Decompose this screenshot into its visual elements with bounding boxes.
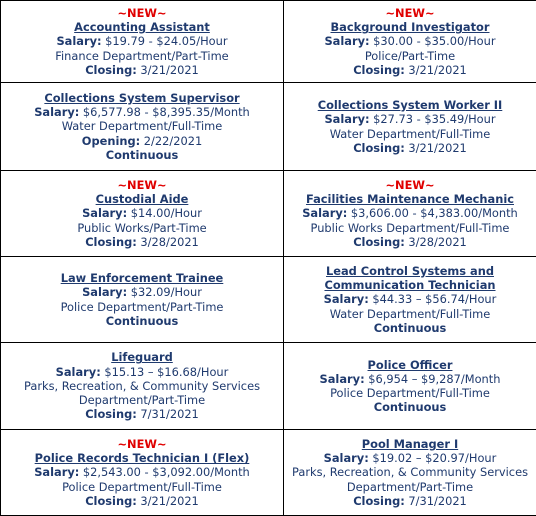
date-label: Opening: <box>82 134 140 148</box>
salary-value: $14.00/Hour <box>127 206 202 220</box>
job-row <box>1 257 536 343</box>
job-title-link[interactable]: Lifeguard <box>3 350 281 364</box>
date-label: Closing: <box>85 235 137 249</box>
date-line <box>3 494 281 508</box>
continuous-label: Continuous <box>3 148 281 162</box>
job-row <box>1 1 536 83</box>
department-line: Public Works/Part-Time <box>3 221 281 235</box>
date-label: Closing: <box>353 63 405 77</box>
salary-line <box>3 105 281 119</box>
salary-line <box>3 206 281 220</box>
job-card <box>1 343 284 430</box>
date-value: 7/31/2021 <box>137 407 199 421</box>
continuous-label: Continuous <box>286 400 534 414</box>
date-value: 3/21/2021 <box>405 63 467 77</box>
date-label: Closing: <box>353 494 405 508</box>
job-title-link[interactable]: Lead Control Systems and Communication Technician <box>286 264 534 292</box>
job-card <box>284 171 536 257</box>
continuous-label: Continuous <box>286 321 534 335</box>
job-title-link[interactable]: Police Records Technician I (Flex) <box>3 451 281 465</box>
job-card <box>1 257 284 343</box>
date-label: Closing: <box>85 407 137 421</box>
department-line: Police Department/Full-Time <box>286 386 534 400</box>
date-value: 3/28/2021 <box>405 235 467 249</box>
date-line <box>286 494 534 508</box>
department-line: Water Department/Full-Time <box>3 119 281 133</box>
job-card <box>1 430 284 516</box>
job-card <box>1 1 284 83</box>
job-row <box>1 171 536 257</box>
salary-label: Salary: <box>324 34 369 48</box>
salary-label: Salary: <box>324 292 369 306</box>
department-line: Police/Part-Time <box>286 49 534 63</box>
salary-value: $30.00 - $35.00/Hour <box>370 34 496 48</box>
date-line <box>3 134 281 148</box>
salary-line <box>286 34 534 48</box>
job-row <box>1 343 536 430</box>
job-row <box>1 430 536 516</box>
job-card <box>284 1 536 83</box>
date-value: 3/28/2021 <box>137 235 199 249</box>
salary-line <box>286 292 534 306</box>
salary-label: Salary: <box>324 112 369 126</box>
department-line: Parks, Recreation, & Community Services Department/Part-Time <box>286 465 534 493</box>
salary-value: $15.13 – $16.68/Hour <box>101 365 229 379</box>
new-badge: ~NEW~ <box>3 437 281 451</box>
date-value: 3/21/2021 <box>137 63 199 77</box>
date-label: Closing: <box>353 235 405 249</box>
department-line: Finance Department/Part-Time <box>3 49 281 63</box>
job-title-link[interactable]: Police Officer <box>286 358 534 372</box>
salary-value: $27.73 - $35.49/Hour <box>370 112 496 126</box>
job-title-link[interactable]: Collections System Worker II <box>286 98 534 112</box>
new-badge: ~NEW~ <box>3 6 281 20</box>
salary-line <box>286 451 534 465</box>
continuous-label: Continuous <box>3 314 281 328</box>
job-row <box>1 83 536 171</box>
salary-label: Salary: <box>320 372 365 386</box>
salary-value: $3,606.00 - $4,383.00/Month <box>347 206 517 220</box>
date-label: Closing: <box>85 494 137 508</box>
salary-line <box>286 112 534 126</box>
salary-label: Salary: <box>56 365 101 379</box>
department-line: Police Department/Full-Time <box>3 480 281 494</box>
job-title-link[interactable]: Collections System Supervisor <box>3 91 281 105</box>
department-line: Water Department/Full-Time <box>286 307 534 321</box>
new-badge: ~NEW~ <box>286 178 534 192</box>
date-value: 3/21/2021 <box>405 141 467 155</box>
salary-line <box>286 206 534 220</box>
date-label: Closing: <box>85 63 137 77</box>
salary-value: $32.09/Hour <box>127 285 202 299</box>
department-line: Police Department/Part-Time <box>3 300 281 314</box>
department-line: Water Department/Full-Time <box>286 127 534 141</box>
job-title-link[interactable]: Background Investigator <box>286 20 534 34</box>
job-card <box>284 257 536 343</box>
date-line <box>286 235 534 249</box>
new-badge: ~NEW~ <box>286 6 534 20</box>
salary-value: $2,543.00 - $3,092.00/Month <box>79 465 249 479</box>
job-title-link[interactable]: Law Enforcement Trainee <box>3 271 281 285</box>
salary-line <box>286 372 534 386</box>
date-line <box>3 407 281 421</box>
date-line <box>3 63 281 77</box>
salary-line <box>3 285 281 299</box>
salary-line <box>3 365 281 379</box>
job-card <box>284 430 536 516</box>
job-card <box>284 343 536 430</box>
new-badge: ~NEW~ <box>3 178 281 192</box>
salary-value: $19.79 - $24.05/Hour <box>102 34 228 48</box>
job-title-link[interactable]: Custodial Aide <box>3 192 281 206</box>
job-card <box>284 83 536 171</box>
date-value: 7/31/2021 <box>405 494 467 508</box>
salary-value: $6,577.98 - $8,395.35/Month <box>79 105 249 119</box>
salary-label: Salary: <box>56 34 101 48</box>
date-line <box>286 141 534 155</box>
salary-label: Salary: <box>34 105 79 119</box>
job-title-link[interactable]: Facilities Maintenance Mechanic <box>286 192 534 206</box>
job-card <box>1 83 284 171</box>
date-value: 3/21/2021 <box>137 494 199 508</box>
salary-line <box>3 34 281 48</box>
job-title-link[interactable]: Pool Manager I <box>286 437 534 451</box>
department-line: Parks, Recreation, & Community Services Department/Part-Time <box>3 379 281 407</box>
department-line: Public Works Department/Full-Time <box>286 221 534 235</box>
date-label: Closing: <box>353 141 405 155</box>
date-line <box>286 63 534 77</box>
salary-label: Salary: <box>302 206 347 220</box>
date-line <box>3 235 281 249</box>
salary-value: $6,954 – $9,287/Month <box>365 372 501 386</box>
salary-line <box>3 465 281 479</box>
salary-value: $19.02 – $20.97/Hour <box>369 451 497 465</box>
salary-label: Salary: <box>34 465 79 479</box>
salary-label: Salary: <box>82 206 127 220</box>
salary-label: Salary: <box>324 451 369 465</box>
salary-value: $44.33 – $56.74/Hour <box>369 292 497 306</box>
salary-label: Salary: <box>82 285 127 299</box>
date-value: 2/22/2021 <box>140 134 202 148</box>
job-card <box>1 171 284 257</box>
job-title-link[interactable]: Accounting Assistant <box>3 20 281 34</box>
